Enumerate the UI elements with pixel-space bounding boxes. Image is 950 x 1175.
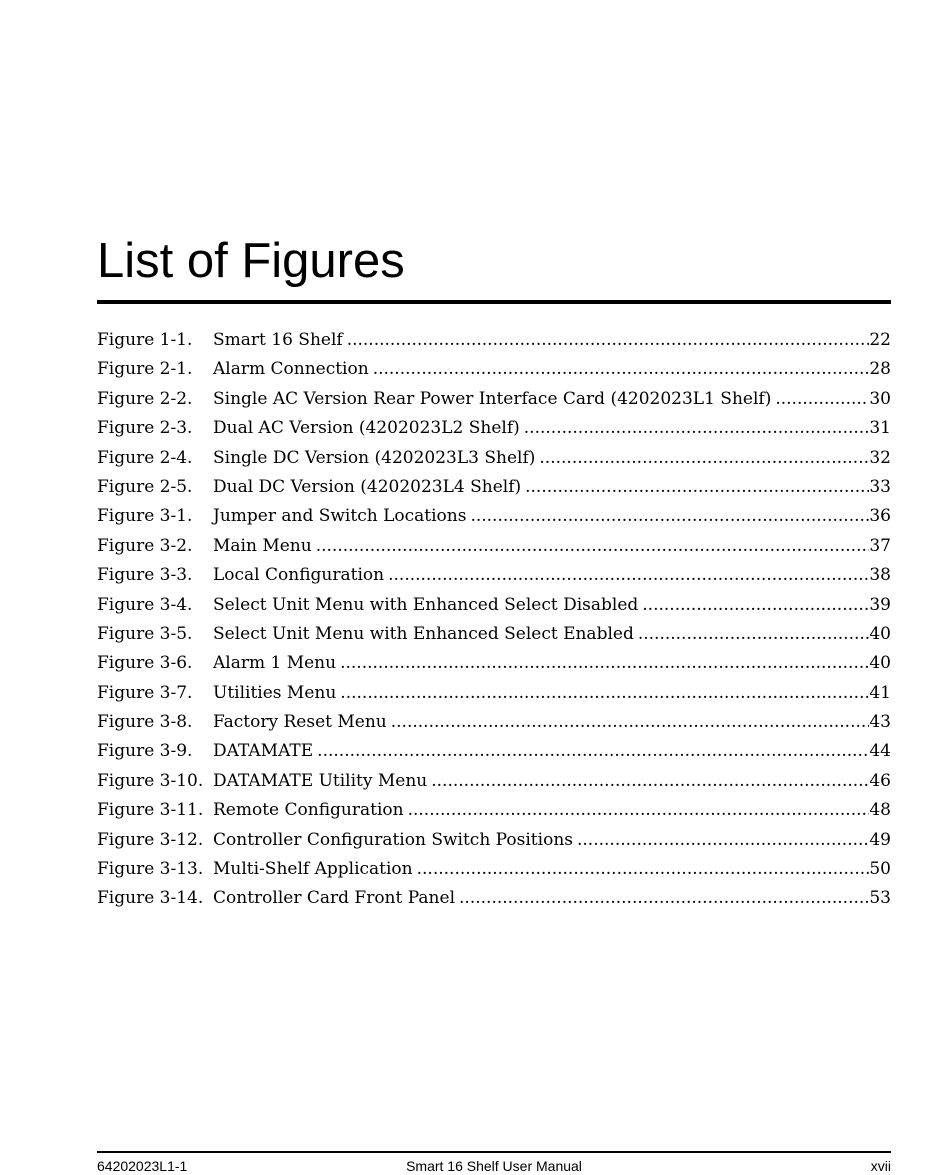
footer-manual-title: Smart 16 Shelf User Manual	[406, 1158, 582, 1174]
figure-title: Single AC Version Rear Power Interface Card (4202023L1 Shelf)	[213, 388, 772, 409]
figure-number: Figure 3-11.	[97, 800, 204, 821]
figure-page-number: 37	[869, 535, 891, 556]
figure-number: Figure 3-10.	[97, 770, 204, 791]
figure-entry[interactable]	[97, 444, 891, 473]
figure-number: Figure 3-5.	[97, 623, 193, 644]
figure-number: Figure 3-2.	[97, 535, 193, 556]
dot-leader	[459, 884, 869, 913]
dot-leader	[347, 326, 870, 355]
figure-number: Figure 3-1.	[97, 506, 193, 527]
figure-entry[interactable]	[97, 826, 891, 855]
figure-entry[interactable]	[97, 326, 891, 355]
page-footer	[97, 1157, 891, 1175]
figure-entry[interactable]	[97, 355, 891, 384]
figure-title: Alarm Connection	[213, 359, 369, 380]
figure-number: Figure 2-2.	[97, 388, 193, 409]
dot-leader	[524, 414, 870, 443]
figure-entry[interactable]	[97, 649, 891, 678]
dot-leader	[373, 355, 870, 384]
dot-leader	[638, 620, 870, 649]
figure-title: Smart 16 Shelf	[213, 330, 343, 350]
dot-leader	[775, 385, 869, 414]
figure-entry[interactable]	[97, 473, 891, 502]
figure-number: Figure 2-1.	[97, 359, 193, 380]
figure-title: Select Unit Menu with Enhanced Select Disabled	[213, 594, 639, 615]
figure-title: Remote Configuration	[213, 800, 404, 821]
figure-entry[interactable]	[97, 532, 891, 561]
figure-title: Factory Reset Menu	[213, 712, 387, 733]
figure-page-number: 33	[869, 476, 891, 497]
figure-number: Figure 3-7.	[97, 682, 193, 703]
figure-title: Controller Configuration Switch Positions	[213, 829, 573, 850]
figure-entry[interactable]	[97, 502, 891, 531]
figure-page-number: 40	[869, 653, 891, 674]
figure-page-number: 32	[869, 447, 891, 468]
figure-page-number: 40	[869, 623, 891, 644]
figure-number: Figure 2-3.	[97, 418, 193, 439]
dot-leader	[391, 708, 870, 737]
figure-page-number: 53	[869, 888, 891, 909]
figure-entry[interactable]	[97, 591, 891, 620]
figure-entry[interactable]	[97, 708, 891, 737]
figure-title: Alarm 1 Menu	[213, 653, 337, 674]
figure-entry[interactable]	[97, 385, 891, 414]
figure-page-number: 48	[869, 800, 891, 821]
figure-number: Figure 3-8.	[97, 712, 193, 733]
figure-title: Single DC Version (4202023L3 Shelf)	[213, 447, 536, 468]
footer-doc-number: 64202023L1-1	[97, 1158, 188, 1174]
figure-page-number: 39	[869, 594, 891, 615]
figure-number: Figure 2-4.	[97, 447, 193, 468]
figure-number: Figure 2-5.	[97, 476, 193, 497]
figure-entry[interactable]	[97, 737, 891, 766]
figure-page-number: 46	[869, 770, 891, 791]
figure-entry[interactable]	[97, 855, 891, 884]
figure-list	[97, 326, 891, 914]
footer-rule	[97, 1151, 891, 1153]
figure-page-number: 38	[869, 565, 891, 586]
footer-page-number: xvii	[870, 1158, 891, 1174]
figure-title: DATAMATE	[213, 741, 314, 762]
figure-page-number: 30	[869, 388, 891, 409]
dot-leader	[431, 767, 869, 796]
dot-leader	[340, 679, 869, 708]
dot-leader	[525, 473, 869, 502]
dot-leader	[317, 737, 869, 766]
figure-page-number: 31	[869, 418, 891, 439]
dot-leader	[470, 502, 869, 531]
dot-leader	[340, 649, 869, 678]
figure-title: Select Unit Menu with Enhanced Select Enabled	[213, 623, 634, 644]
figure-number: Figure 3-13.	[97, 859, 204, 880]
figure-page-number: 44	[869, 741, 891, 762]
figure-page-number: 50	[869, 859, 891, 880]
figure-entry[interactable]	[97, 884, 891, 913]
figure-page-number: 49	[869, 829, 891, 850]
figure-title: DATAMATE Utility Menu	[213, 770, 428, 791]
figure-title: Dual AC Version (4202023L2 Shelf)	[213, 418, 520, 439]
figure-title: Main Menu	[213, 535, 312, 556]
figure-entry[interactable]	[97, 767, 891, 796]
figure-entry[interactable]	[97, 620, 891, 649]
page-title: List of Figures	[97, 234, 405, 288]
dot-leader	[388, 561, 869, 590]
figure-page-number: 22	[869, 330, 891, 350]
figure-entry[interactable]	[97, 679, 891, 708]
dot-leader	[539, 444, 869, 473]
figure-number: Figure 3-3.	[97, 565, 193, 586]
title-rule	[97, 300, 891, 304]
figure-number: Figure 3-4.	[97, 594, 193, 615]
figure-number: Figure 3-9.	[97, 741, 193, 762]
dot-leader	[417, 855, 870, 884]
figure-page-number: 41	[869, 682, 891, 703]
figure-title: Local Configuration	[213, 565, 385, 586]
dot-leader	[642, 591, 869, 620]
figure-title: Controller Card Front Panel	[213, 888, 456, 909]
figure-title: Dual DC Version (4202023L4 Shelf)	[213, 476, 522, 497]
figure-number: Figure 3-14.	[97, 888, 204, 909]
dot-leader	[316, 532, 870, 561]
figure-page-number: 43	[869, 712, 891, 733]
figure-title: Jumper and Switch Locations	[213, 506, 467, 527]
figure-number: Figure 3-12.	[97, 829, 204, 850]
dot-leader	[408, 796, 870, 825]
dot-leader	[577, 826, 869, 855]
figure-page-number: 36	[869, 506, 891, 527]
figure-entry[interactable]	[97, 796, 891, 825]
figure-title: Utilities Menu	[213, 682, 337, 703]
figure-page-number: 28	[869, 359, 891, 380]
figure-title: Multi-Shelf Application	[213, 859, 413, 880]
figure-entry[interactable]	[97, 561, 891, 590]
figure-number: Figure 1-1.	[97, 330, 193, 350]
figure-entry[interactable]	[97, 414, 891, 443]
figure-number: Figure 3-6.	[97, 653, 193, 674]
